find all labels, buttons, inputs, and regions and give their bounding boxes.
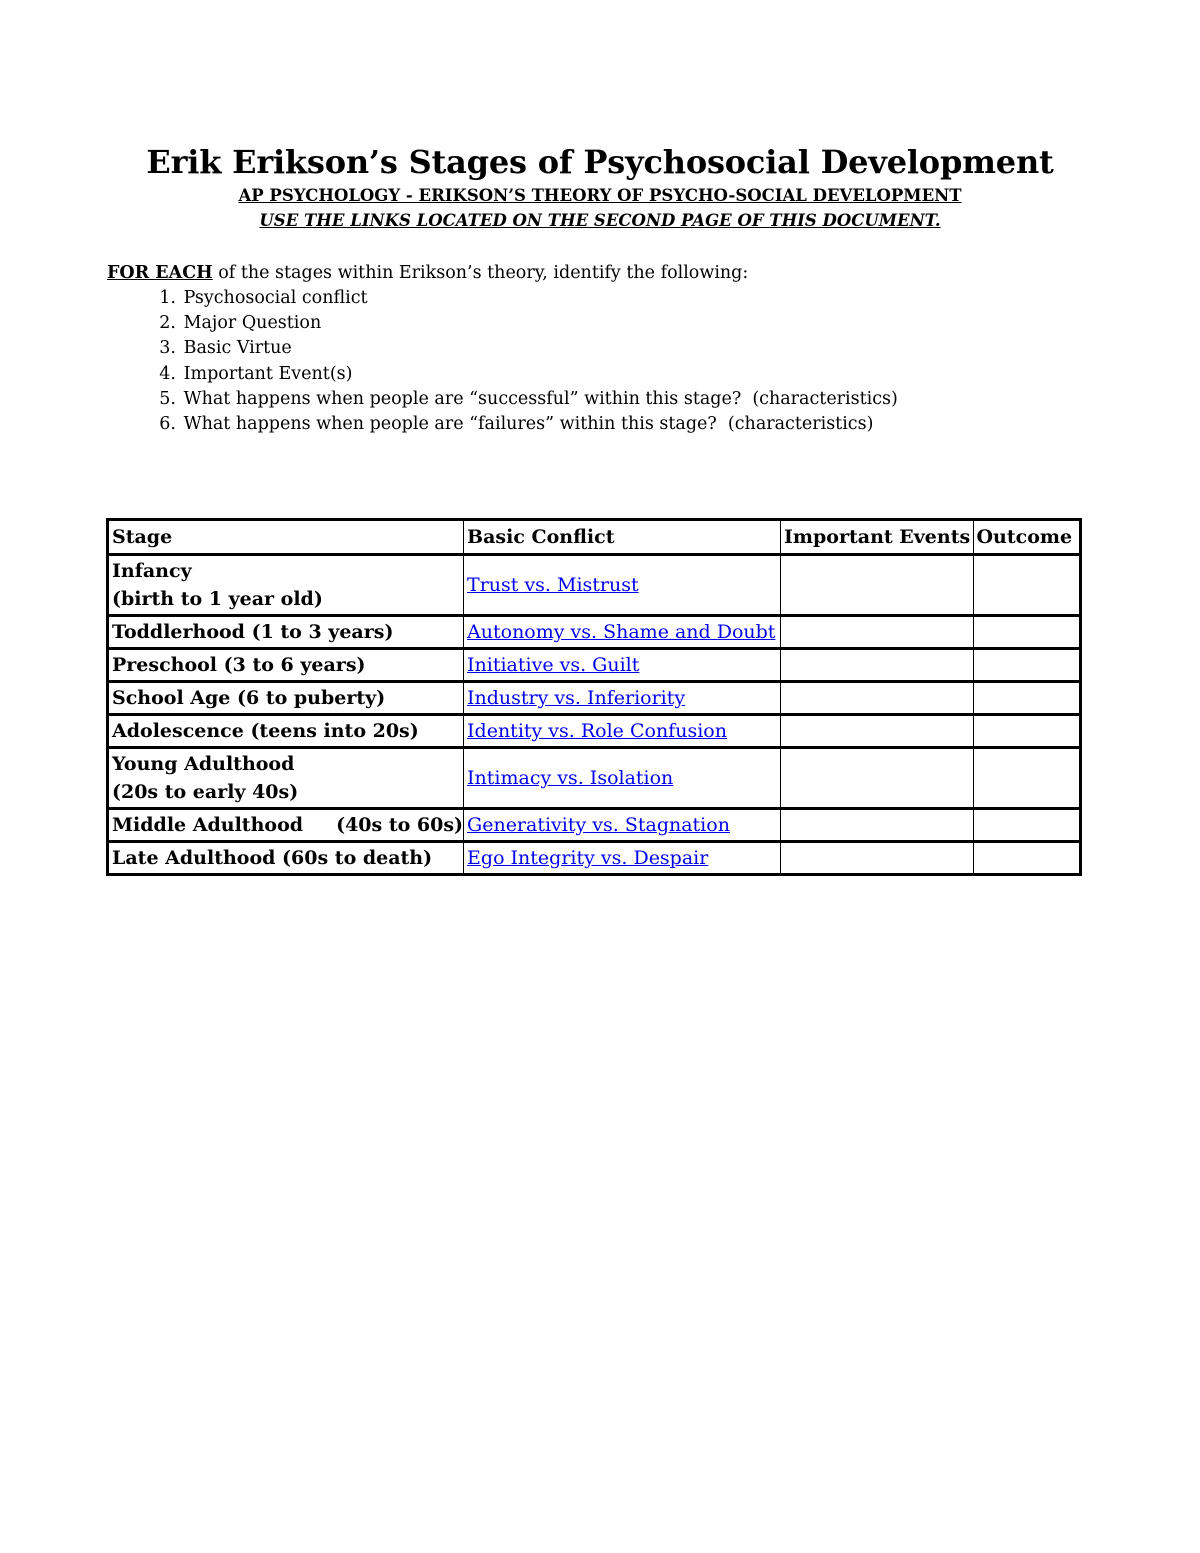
events-cell[interactable] <box>781 682 973 715</box>
page-subtitle: AP PSYCHOLOGY - ERIKSON’S THEORY OF PSYCHO-SOCIAL DEVELOPMENT <box>238 186 962 205</box>
stage-cell <box>108 715 464 748</box>
stage-name: Preschool (3 to 6 years) <box>112 654 366 676</box>
stage-name: Infancy <box>112 560 192 582</box>
page-title: Erik Erikson’s Stages of Psychosocial Development <box>146 143 1054 181</box>
conflict-link[interactable]: Autonomy vs. Shame and Doubt <box>467 621 776 643</box>
table-header-row <box>108 520 1081 555</box>
table-row <box>108 748 1081 809</box>
stage-cell <box>108 809 464 842</box>
events-cell[interactable] <box>781 715 973 748</box>
conflict-cell <box>464 616 781 649</box>
outcome-cell[interactable] <box>973 649 1081 682</box>
header-important-events: Important Events <box>781 520 973 555</box>
list-item-number: 6. <box>159 413 176 434</box>
outcome-cell[interactable] <box>973 616 1081 649</box>
stages-table <box>106 518 1082 876</box>
header-stage: Stage <box>108 520 464 555</box>
outcome-cell[interactable] <box>973 682 1081 715</box>
stage-cell <box>108 748 464 809</box>
stage-name: Young Adulthood <box>112 753 295 775</box>
table-row <box>108 555 1081 616</box>
list-item-text: Basic Virtue <box>183 338 292 359</box>
list-item-number: 4. <box>159 363 176 384</box>
conflict-cell <box>464 748 781 809</box>
stage-cell <box>108 616 464 649</box>
conflict-link[interactable]: Initiative vs. Guilt <box>467 654 640 676</box>
outcome-cell[interactable] <box>973 748 1081 809</box>
list-item <box>107 412 898 437</box>
outcome-cell[interactable] <box>973 715 1081 748</box>
table-row <box>108 809 1081 842</box>
stage-cell <box>108 682 464 715</box>
list-item-number: 2. <box>159 313 176 334</box>
outcome-cell[interactable] <box>973 842 1081 875</box>
events-cell[interactable] <box>781 809 973 842</box>
conflict-cell <box>464 649 781 682</box>
conflict-cell <box>464 842 781 875</box>
list-item <box>107 286 898 311</box>
header-outcome: Outcome <box>973 520 1081 555</box>
list-item <box>107 336 898 361</box>
table-row <box>108 682 1081 715</box>
list-item-text: Psychosocial conflict <box>183 288 368 308</box>
instructions-rest: of the stages within Erikson’s theory, identify the following: <box>212 263 749 283</box>
events-cell[interactable] <box>781 748 973 809</box>
conflict-link[interactable]: Intimacy vs. Isolation <box>467 767 674 789</box>
list-item <box>107 311 898 336</box>
page-subtitle-note: USE THE LINKS LOCATED ON THE SECOND PAGE OF THIS DOCUMENT. <box>259 211 941 230</box>
list-item-number: 3. <box>159 338 176 359</box>
events-cell[interactable] <box>781 842 973 875</box>
table-row <box>108 842 1081 875</box>
outcome-cell[interactable] <box>973 555 1081 616</box>
instructions-list <box>107 286 898 437</box>
table-row <box>108 616 1081 649</box>
list-item-text: What happens when people are “failures” within this stage? (characteristics) <box>183 413 874 434</box>
stage-name: Middle Adulthood (40s to 60s) <box>112 814 464 836</box>
instructions-intro <box>107 261 748 285</box>
conflict-link[interactable]: Ego Integrity vs. Despair <box>467 847 709 869</box>
list-item-number: 5. <box>159 388 176 409</box>
conflict-cell <box>464 555 781 616</box>
stage-name: School Age (6 to puberty) <box>112 687 386 709</box>
conflict-cell <box>464 682 781 715</box>
events-cell[interactable] <box>781 555 973 616</box>
stage-cell <box>108 842 464 875</box>
stage-age-range: (birth to 1 year old) <box>112 588 323 610</box>
header-basic-conflict: Basic Conflict <box>464 520 781 555</box>
conflict-cell <box>464 809 781 842</box>
stage-name: Late Adulthood (60s to death) <box>112 847 433 869</box>
outcome-cell[interactable] <box>973 809 1081 842</box>
conflict-cell <box>464 715 781 748</box>
instructions-lead: FOR EACH <box>107 263 213 283</box>
events-cell[interactable] <box>781 616 973 649</box>
list-item <box>107 387 898 412</box>
stage-cell <box>108 555 464 616</box>
conflict-link[interactable]: Identity vs. Role Confusion <box>467 720 727 742</box>
list-item-text: Important Event(s) <box>183 363 353 384</box>
list-item-number: 1. <box>159 288 176 308</box>
stage-name: Adolescence (teens into 20s) <box>112 720 419 742</box>
stage-name: Toddlerhood (1 to 3 years) <box>112 621 394 643</box>
table-row <box>108 649 1081 682</box>
conflict-link[interactable]: Trust vs. Mistrust <box>467 574 639 596</box>
table-row <box>108 715 1081 748</box>
list-item-text: What happens when people are “successful” within this stage? (characteristics) <box>183 388 898 409</box>
stage-cell <box>108 649 464 682</box>
list-item-text: Major Question <box>183 313 322 334</box>
conflict-link[interactable]: Generativity vs. Stagnation <box>467 814 730 836</box>
events-cell[interactable] <box>781 649 973 682</box>
stage-age-range: (20s to early 40s) <box>112 781 299 803</box>
list-item <box>107 362 898 387</box>
conflict-link[interactable]: Industry vs. Inferiority <box>467 687 686 709</box>
